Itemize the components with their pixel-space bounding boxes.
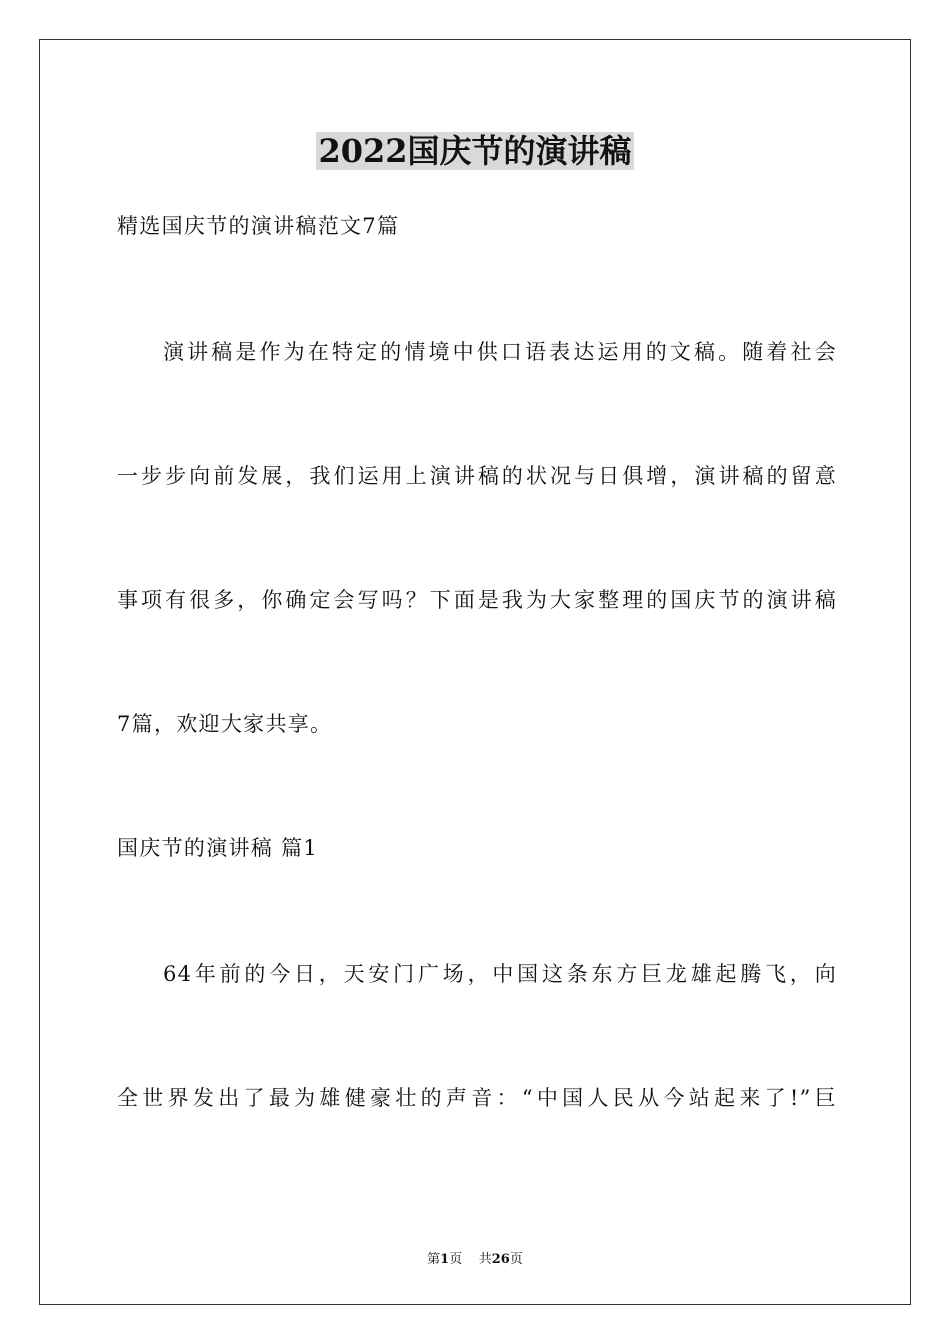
intro-line-4: 7篇，欢迎大家共享。 — [117, 712, 333, 736]
footer-page-suffix: 页 — [449, 1252, 463, 1267]
document-title: 2022国庆节的演讲稿 — [318, 132, 632, 170]
footer-total-pages: 26 — [491, 1252, 510, 1267]
intro-line-3: 事项有很多，你确定会写吗？下面是我为大家整理的国庆节的演讲稿 — [117, 588, 837, 612]
footer-total-prefix: 共 — [478, 1252, 492, 1267]
document-title-block — [0, 126, 950, 172]
document-subtitle: 精选国庆节的演讲稿范文7篇 — [117, 214, 400, 238]
intro-line-1: 演讲稿是作为在特定的情境中供口语表达运用的文稿。随着社会 — [163, 340, 837, 364]
intro-line-2: 一步步向前发展，我们运用上演讲稿的状况与日俱增，演讲稿的留意 — [117, 464, 837, 488]
footer-page-prefix: 第 — [427, 1252, 441, 1267]
page-footer — [0, 1248, 950, 1267]
footer-total-suffix: 页 — [509, 1252, 523, 1267]
section-heading: 国庆节的演讲稿 篇1 — [117, 836, 319, 860]
body-line-1: 64年前的今日，天安门广场，中国这条东方巨龙雄起腾飞，向 — [163, 962, 837, 986]
footer-page-number: 1 — [440, 1252, 450, 1267]
body-line-2: 全世界发出了最为雄健豪壮的声音：“中国人民从今站起来了!”巨 — [117, 1086, 837, 1110]
